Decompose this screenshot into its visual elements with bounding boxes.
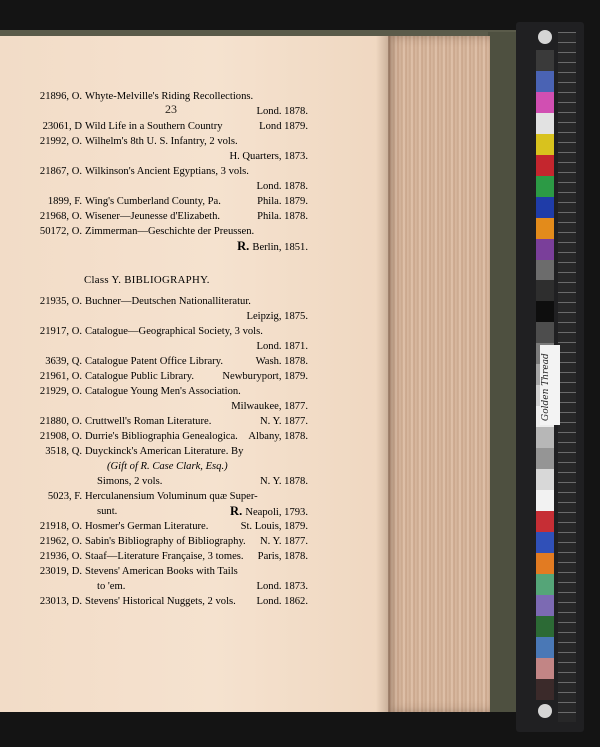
reference-mark: R. [237, 239, 253, 253]
color-swatch [536, 532, 554, 553]
entry-call-number: 23013, D. [39, 596, 82, 607]
entry-place-year: Berlin, 1851. [252, 242, 308, 253]
entry-imprint [256, 354, 308, 369]
catalogue-entry [0, 549, 388, 564]
entry-imprint [260, 474, 308, 489]
catalogue-entry [0, 519, 388, 534]
catalogue-entry [0, 444, 388, 459]
catalogue-entry [0, 384, 388, 399]
entry-call-number: 3518, Q. [45, 446, 82, 457]
catalogue-entry [0, 594, 388, 609]
entry-place-year: Wash. 1878. [255, 356, 308, 367]
target-hole-top [538, 30, 552, 44]
color-swatch [536, 616, 554, 637]
color-swatch [536, 637, 554, 658]
entry-call-number: 21929, O. [39, 386, 82, 397]
entry-title: Catalogue Public Library. [85, 371, 195, 382]
entry-place-year: Lond. 1862. [256, 596, 308, 607]
entry-call-number: 21962, O. [39, 536, 82, 547]
page-number: 23 [165, 102, 177, 116]
entry-title: (Gift of R. Case Clark, Esq.) [107, 461, 228, 472]
entry-imprint [241, 519, 308, 534]
color-swatch [536, 427, 554, 448]
color-swatch [536, 679, 554, 700]
entry-call-number: 23061, D [42, 121, 82, 132]
entry-title: Wild Life in a Southern Country [85, 121, 223, 132]
entry-imprint [257, 194, 308, 209]
catalogue-entry [0, 89, 388, 104]
color-swatch [536, 92, 554, 113]
entry-imprint [257, 594, 309, 609]
catalogue-entry [0, 399, 388, 414]
entry-place-year: Lond. 1878. [256, 106, 308, 117]
entry-title: Zimmerman—Geschichte der Preussen. [85, 226, 255, 237]
entry-title: Buchner—Deutschen Nationalliteratur. [85, 296, 251, 307]
entry-place-year: Paris, 1878. [257, 551, 308, 562]
color-swatch [536, 134, 554, 155]
entry-place-year: Milwaukee, 1877. [231, 401, 308, 412]
color-swatch [536, 239, 554, 260]
color-swatch [536, 176, 554, 197]
color-swatch [536, 155, 554, 176]
entry-imprint [258, 549, 308, 564]
catalogue-entry [0, 504, 388, 519]
color-swatch [536, 218, 554, 239]
entry-imprint [247, 309, 309, 324]
entry-title: Simons, 2 vols. [97, 476, 163, 487]
color-swatch [536, 113, 554, 134]
entry-place-year: Newburyport, 1879. [222, 371, 308, 382]
entry-call-number: 21918, O. [39, 521, 82, 532]
catalogue-entry [0, 164, 388, 179]
entry-imprint [257, 209, 308, 224]
entry-place-year: Leipzig, 1875. [246, 311, 308, 322]
entry-title: Wilhelm's 8th U. S. Infantry, 2 vols. [85, 136, 238, 147]
catalogue-entry [0, 429, 388, 444]
color-swatch [536, 490, 554, 511]
catalogue-entry [0, 149, 388, 164]
entry-call-number: 21867, O. [39, 166, 82, 177]
catalogue-entry [0, 339, 388, 354]
catalogue-entry [0, 564, 388, 579]
entry-call-number: 21908, O. [39, 431, 82, 442]
target-hole-bottom [538, 704, 552, 718]
entry-call-number: 1899, F. [47, 196, 82, 207]
entry-imprint [230, 504, 308, 520]
entry-call-number: 21992, O. [39, 136, 82, 147]
entry-title: Wilkinson's Ancient Egyptians, 3 vols. [85, 166, 249, 177]
color-swatch [536, 574, 554, 595]
color-swatch [536, 553, 554, 574]
catalogue-entry [0, 474, 388, 489]
reference-mark: R. [230, 504, 246, 518]
class-heading-row [0, 264, 388, 294]
entry-call-number: 21917, O. [39, 326, 82, 337]
entry-place-year: N. Y. 1877. [260, 536, 308, 547]
entry-imprint [222, 369, 308, 384]
catalogue-entry [0, 459, 388, 474]
catalogue-entry [0, 414, 388, 429]
entry-imprint [259, 119, 308, 134]
entry-imprint [260, 414, 308, 429]
entry-call-number: 21880, O. [39, 416, 82, 427]
entry-place-year: Neapoli, 1793. [245, 507, 308, 518]
entry-title: Hosmer's German Literature. [85, 521, 209, 532]
catalogue-entry [0, 224, 388, 239]
entry-title: to 'em. [97, 581, 126, 592]
entry-place-year: Phila. 1879. [257, 196, 308, 207]
color-swatch [536, 469, 554, 490]
class-heading: Class Y. BIBLIOGRAPHY. [84, 274, 210, 286]
entry-imprint [237, 239, 308, 255]
catalogue-entry [0, 209, 388, 224]
color-swatch [536, 197, 554, 218]
catalogue-entry [0, 134, 388, 149]
entry-place-year: H. Quarters, 1873. [229, 151, 308, 162]
catalogue-entry [0, 239, 388, 254]
entry-title: Duyckinck's American Literature. By [85, 446, 244, 457]
catalogue-entry [0, 354, 388, 369]
entry-call-number: 21935, O. [39, 296, 82, 307]
color-swatch [536, 280, 554, 301]
catalogue-entry [0, 489, 388, 504]
color-swatch [536, 511, 554, 532]
entry-title: Herculanensium Voluminum quæ Super- [85, 491, 258, 502]
catalogue-entry [0, 579, 388, 594]
color-swatch [536, 322, 554, 343]
catalogue-entry [0, 324, 388, 339]
entry-call-number: 50172, O. [39, 226, 82, 237]
catalogue-entry [0, 104, 388, 119]
entry-title: Whyte-Melville's Riding Recollections. [85, 91, 254, 102]
entry-title: Wisener—Jeunesse d'Elizabeth. [85, 211, 221, 222]
entry-imprint [257, 179, 309, 194]
entry-call-number: 21968, O. [39, 211, 82, 222]
entry-place-year: Lond. 1878. [256, 181, 308, 192]
entry-call-number: 21936, O. [39, 551, 82, 562]
color-swatch [536, 50, 554, 71]
catalogue-entry [0, 294, 388, 309]
catalogue-entry [0, 369, 388, 384]
entry-place-year: N. Y. 1877. [260, 416, 308, 427]
entry-place-year: Phila. 1878. [257, 211, 308, 222]
entry-call-number: 23019, D. [39, 566, 82, 577]
entry-imprint [257, 104, 309, 119]
entry-place-year: Lond. 1873. [256, 581, 308, 592]
entry-imprint [248, 429, 308, 444]
entry-imprint [229, 149, 308, 164]
entry-title: Wing's Cumberland County, Pa. [85, 196, 221, 207]
catalogue-entry [0, 179, 388, 194]
entry-title: Catalogue—Geographical Society, 3 vols. [85, 326, 263, 337]
entry-place-year: Albany, 1878. [248, 431, 308, 442]
catalogue-entry [0, 119, 388, 134]
target-label: Golden Thread [541, 353, 551, 422]
entry-imprint [260, 534, 308, 549]
entry-title: sunt. [97, 506, 118, 517]
spacer [0, 254, 388, 264]
color-swatch [536, 71, 554, 92]
entry-place-year: Lond 1879. [259, 121, 308, 132]
entry-imprint [257, 339, 309, 354]
entry-imprint [231, 399, 308, 414]
entry-call-number: 21896, O. [39, 91, 82, 102]
entry-title: Catalogue Young Men's Association. [85, 386, 241, 397]
entry-place-year: Lond. 1871. [256, 341, 308, 352]
book-cover-edge [488, 32, 516, 712]
color-swatch [536, 301, 554, 322]
entry-imprint [257, 579, 309, 594]
entry-title: Staaf—Literature Française, 3 tomes. [85, 551, 244, 562]
catalogue-entries [0, 89, 388, 609]
catalogue-entry [0, 309, 388, 324]
color-swatch [536, 595, 554, 616]
entry-title: Stevens' Historical Nuggets, 2 vols. [85, 596, 236, 607]
entry-call-number: 3639, Q. [45, 356, 82, 367]
page-edges [384, 36, 490, 712]
catalogue-entry [0, 194, 388, 209]
entry-title: Durrie's Bibliographia Genealogica. [85, 431, 238, 442]
color-swatch [536, 260, 554, 281]
entry-call-number: 21961, O. [39, 371, 82, 382]
entry-place-year: St. Louis, 1879. [240, 521, 308, 532]
entry-title: Sabin's Bibliography of Bibliography. [85, 536, 246, 547]
color-swatch [536, 448, 554, 469]
entry-place-year: N. Y. 1878. [260, 476, 308, 487]
entry-title: Stevens' American Books with Tails [85, 566, 238, 577]
entry-title: Catalogue Patent Office Library. [85, 356, 223, 367]
entry-title: Cruttwell's Roman Literature. [85, 416, 212, 427]
color-swatch [536, 658, 554, 679]
entry-call-number: 5023, F. [47, 491, 82, 502]
catalogue-entry [0, 534, 388, 549]
